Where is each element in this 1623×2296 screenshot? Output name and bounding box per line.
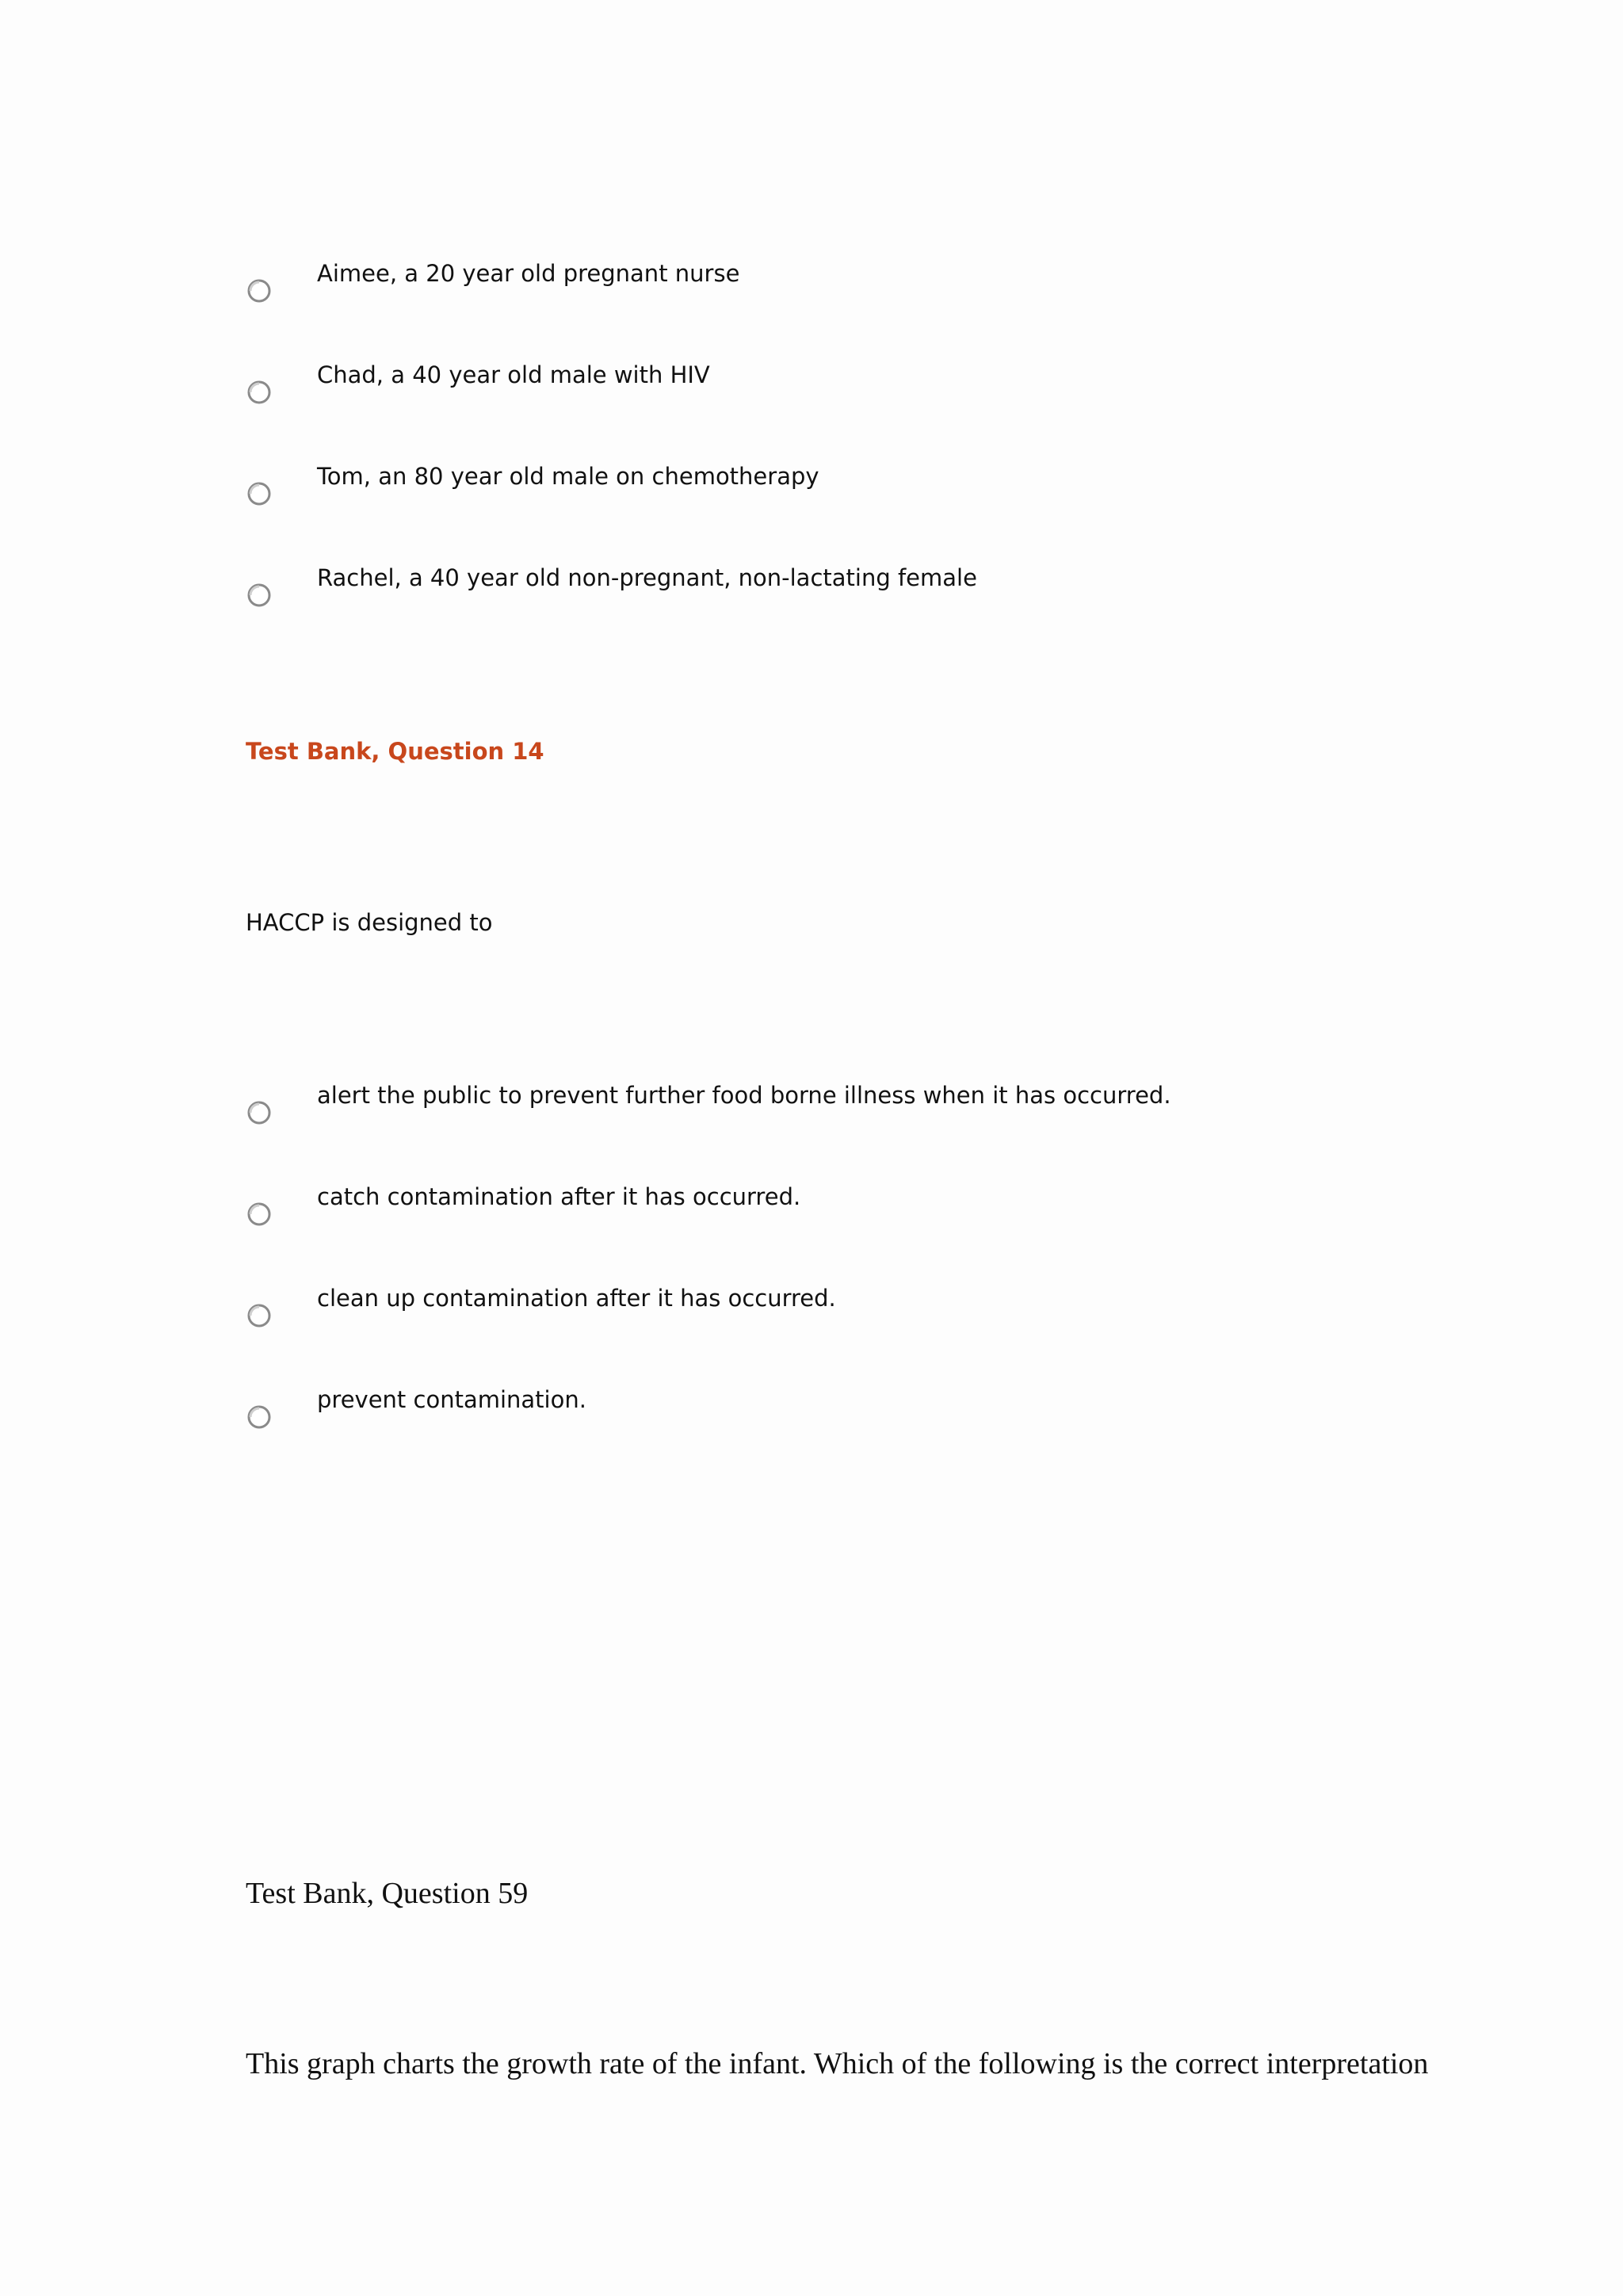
radio-option-rachel[interactable] — [246, 564, 1434, 621]
option-label: alert the public to prevent further food borne illness when it has occurred. — [317, 1082, 1171, 1109]
option-label: Aimee, a 20 year old pregnant nurse — [317, 260, 740, 287]
option-label: Rachel, a 40 year old non-pregnant, non-lactating female — [317, 564, 977, 591]
option-label: prevent contamination. — [317, 1386, 586, 1413]
option-label: Tom, an 80 year old male on chemotherapy — [317, 463, 819, 490]
radio-option-chad[interactable] — [246, 361, 1434, 418]
radio-option-catch-contamination[interactable] — [246, 1183, 1434, 1240]
radio-button-icon[interactable] — [246, 1404, 273, 1431]
radio-button-icon[interactable] — [246, 582, 273, 609]
question-stem-59: This graph charts the growth rate of the infant. Which of the following is the correct interpretation — [246, 2047, 1429, 2080]
radio-button-icon[interactable] — [246, 1302, 273, 1329]
radio-option-alert-public[interactable] — [246, 1082, 1434, 1139]
question-stem: HACCP is designed to — [246, 909, 493, 936]
radio-button-icon[interactable] — [246, 277, 273, 304]
radio-button-icon[interactable] — [246, 1099, 273, 1126]
question-title: Test Bank, Question 14 — [246, 738, 544, 765]
radio-option-clean-up[interactable] — [246, 1285, 1434, 1342]
radio-option-aimee[interactable] — [246, 260, 1434, 317]
radio-button-icon[interactable] — [246, 1201, 273, 1228]
radio-button-icon[interactable] — [246, 480, 273, 507]
option-label: clean up contamination after it has occurred. — [317, 1285, 836, 1312]
radio-button-icon[interactable] — [246, 379, 273, 406]
option-label: catch contamination after it has occurred. — [317, 1183, 801, 1210]
radio-option-tom[interactable] — [246, 463, 1434, 520]
option-label: Chad, a 40 year old male with HIV — [317, 361, 710, 388]
question-title-59: Test Bank, Question 59 — [246, 1877, 529, 1910]
radio-option-prevent[interactable] — [246, 1386, 1434, 1443]
